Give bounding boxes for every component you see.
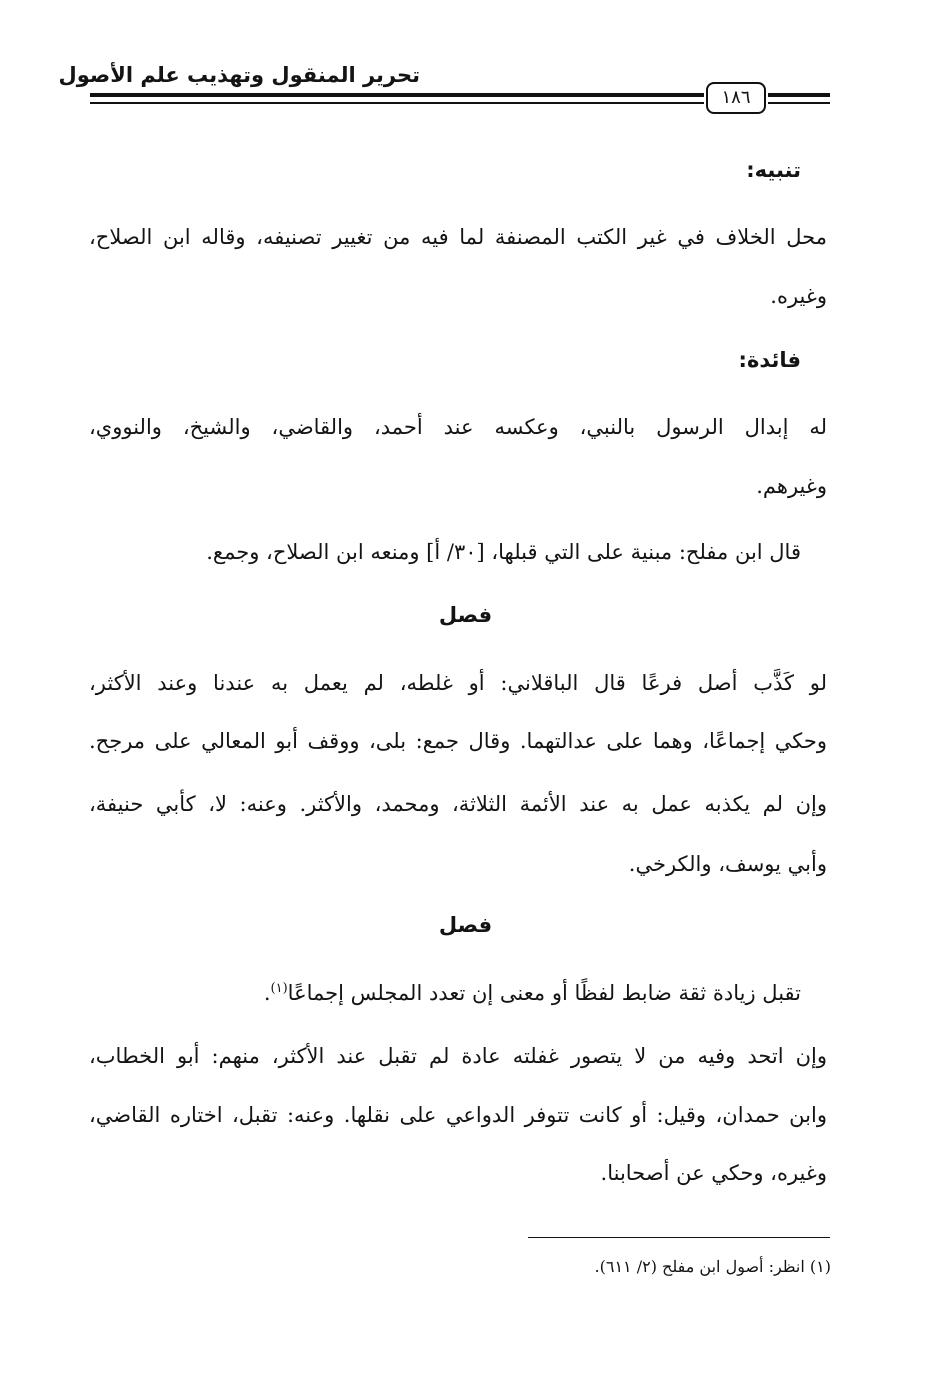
fasl1-p1-line-2: وحكي إجماعًا، وهما على عدالتهما. وقال جمع: بلى، ووقف أبو المعالي على مرجح. [89,729,827,753]
fasl-heading-1: فصل [438,603,493,627]
fasl2-p1-line [264,973,801,1013]
tanbih-line-1: محل الخلاف في غير الكتب المصنفة لما فيه من تغيير تصنيفه، وقاله ابن الصلاح، [89,225,827,249]
faida-line-1: له إبدال الرسول بالنبي، وعكسه عند أحمد، والقاضي، والشيخ، والنووي، [89,415,827,439]
fasl2-p1-text: تقبل زيادة ثقة ضابط لفظًا أو معنى إن تعدد المجلس إجماعًا [287,981,801,1005]
header-rule-bottom-right [768,102,830,104]
fasl1-p2-line-2: وأبي يوسف، والكرخي. [628,852,827,876]
faida-heading: فائدة: [738,348,801,372]
fasl2-p2-line-1: وإن اتحد وفيه من لا يتصور غفلته عادة لم تقبل عند الأكثر، منهم: أبو الخطاب، [89,1044,827,1068]
fasl-heading-2: فصل [438,913,493,937]
footnote-1: (١) انظر: أصول ابن مفلح (٢/ ٦١١). [594,1257,831,1276]
header-rule-top-left [90,93,704,97]
fasl1-p1-line-1: لو كَذَّب أصل فرعًا قال الباقلاني: أو غلطه، لم يعمل به عندنا وعند الأكثر، [89,671,827,695]
page-number: ١٨٦ [706,82,766,114]
footnote-separator [528,1237,830,1238]
faida-line-3: قال ابن مفلح: مبنية على التي قبلها، [٣٠/ أ] ومنعه ابن الصلاح، وجمع. [206,540,801,564]
tanbih-heading: تنبيه: [746,158,801,182]
tanbih-line-2: وغيره. [770,284,827,308]
faida-line-2: وغيرهم. [756,474,827,498]
running-title: تحرير المنقول وتهذيب علم الأصول [58,63,420,87]
fasl2-p1-end: . [263,981,271,1005]
header-rule-top-right [768,93,830,97]
fasl2-p2-line-2: وابن حمدان، وقيل: أو كانت تتوفر الدواعي على نقلها. وعنه: تقبل، اختاره القاضي، [89,1103,827,1127]
fasl2-p2-line-3: وغيره، وحكي عن أصحابنا. [600,1161,827,1185]
footnote-reference: (١) [270,981,288,996]
fasl1-p2-line-1: وإن لم يكذبه عمل به عند الأئمة الثلاثة، ومحمد، والأكثر. وعنه: لا، كأبي حنيفة، [89,792,827,816]
header-rule-bottom-left [90,102,704,104]
